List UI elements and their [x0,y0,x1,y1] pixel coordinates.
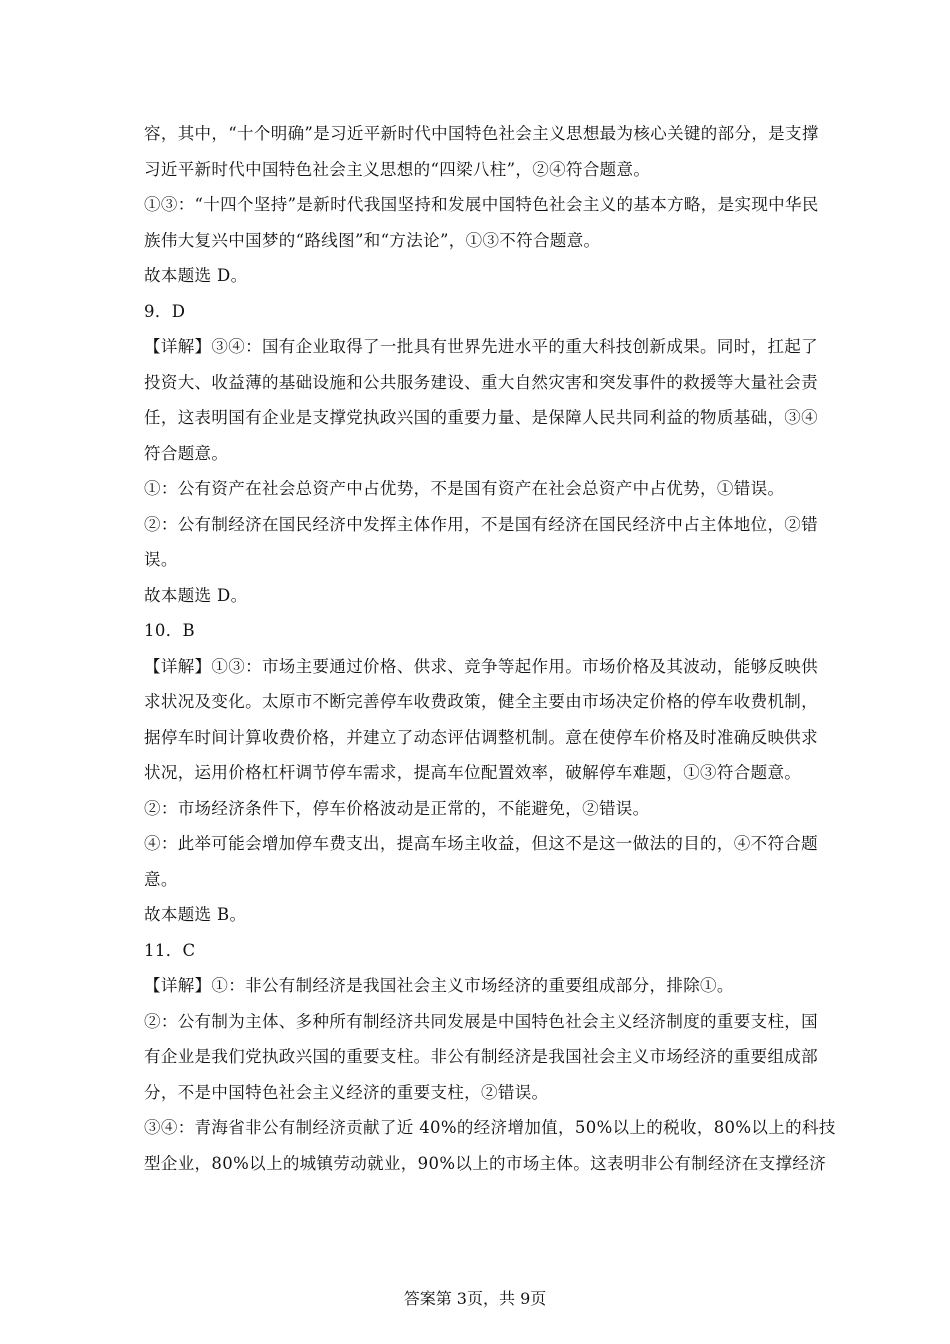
conclusion-line: 故本题选 D。 [144,585,248,605]
text-line: 容，其中，“十个明确”是习近平新时代中国特色社会主义思想最为核心关键的部分，是支撑 [144,124,819,143]
answer-text-body [144,116,836,1181]
text-line: 据停车时间计算收费价格，并建立了动态评估调整机制。意在使停车价格及时准确反映供求 [144,727,818,747]
question-answer-10: 10．B [144,621,196,640]
text-line: ①③：“十四个坚持”是新时代我国坚持和发展中国特色社会主义的基本方略，是实现中华民 [144,195,819,214]
question-answer-11: 11．C [144,940,196,960]
text-line: 【详解】①：非公有制经济是我国社会主义市场经济的重要组成部分，排除①。 [144,976,734,995]
conclusion-line: 故本题选 B。 [144,905,247,924]
text-line: 状况，运用价格杠杆调节停车需求，提高车位配置效率，破解停车难题，①③符合题意。 [144,763,802,782]
text-line: ②：市场经济条件下，停车价格波动是正常的，不能避免，②错误。 [144,798,650,818]
text-line: 【详解】③④：国有企业取得了一批具有世界先进水平的重大科技创新成果。同时，扛起了 [144,337,818,356]
text-line: 意。 [144,869,178,889]
text-line: 符合题意。 [144,443,229,463]
page-footer: 答案第 3页，共 9页 [403,1289,547,1308]
text-line: ①：公有资产在社会总资产中占优势，不是国有资产在社会总资产中占优势，①错误。 [144,479,785,498]
text-line: ②：公有制经济在国民经济中发挥主体作用，不是国有经济在国民经济中占主体地位，②错 [144,514,818,534]
text-line: 误。 [144,550,178,569]
text-line: ④：此举可能会增加停车费支出，提高车场主收益，但这不是这一做法的目的，④不符合题 [144,834,818,853]
text-line: 【详解】①③：市场主要通过价格、供求、竞争等起作用。市场价格及其波动，能够反映供 [144,656,818,676]
text-line: 求状况及变化。太原市不断完善停车收费政策，健全主要由市场决定价格的停车收费机制， [144,692,818,711]
text-line: 有企业是我们党执政兴国的重要支柱。非公有制经济是我国社会主义市场经济的重要组成部 [144,1047,818,1066]
text-line: ③④：青海省非公有制经济贡献了近 40%的经济增加值，50%以上的税收，80%以上的科技 [144,1118,836,1137]
text-line: 分，不是中国特色社会主义经济的重要支柱，②错误。 [144,1082,549,1102]
text-line: 习近平新时代中国特色社会主义思想的“四梁八柱”，②④符合题意。 [144,159,651,179]
question-answer-9: 9．D [144,301,186,321]
text-line: 族伟大复兴中国梦的“路线图”和“方法论”，①③不符合题意。 [144,230,601,250]
text-line: 任，这表明国有企业是支撑党执政兴国的重要力量、是保障人民共同利益的物质基础，③④ [144,408,818,427]
conclusion-line: 故本题选 D。 [144,266,248,285]
text-line: 型企业，80%以上的城镇劳动就业，90%以上的市场主体。这表明非公有制经济在支撑经济 [144,1153,827,1173]
text-line: 投资大、收益薄的基础设施和公共服务建设、重大自然灾害和突发事件的救援等大量社会责 [144,372,818,392]
text-line: ②：公有制为主体、多种所有制经济共同发展是中国特色社会主义经济制度的重要支柱，国 [144,1011,818,1031]
